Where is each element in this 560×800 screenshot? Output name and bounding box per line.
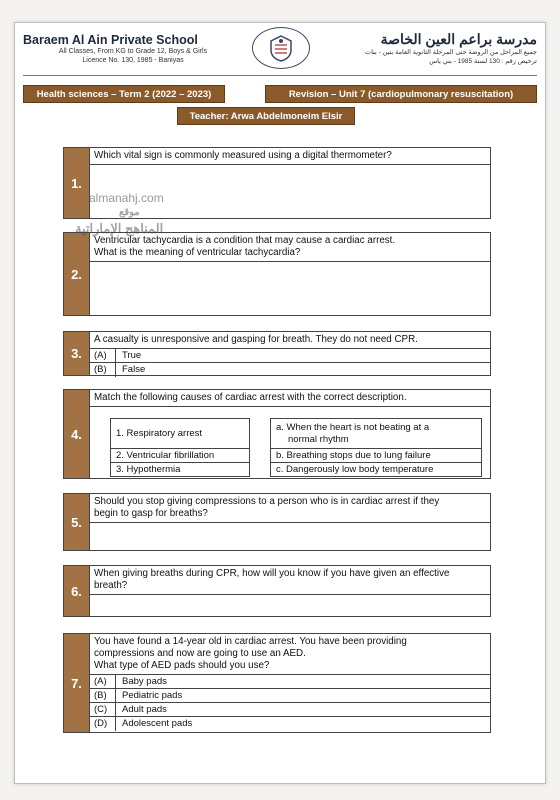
question-6	[63, 565, 491, 617]
option-key: (A)	[90, 675, 116, 688]
option-key: (C)	[90, 703, 116, 716]
question-text	[90, 634, 490, 675]
school-logo	[252, 27, 310, 69]
option-row[interactable]	[90, 675, 490, 689]
teacher-band: Teacher: Arwa Abdelmoneim Elsir	[177, 107, 355, 125]
school-licence-english: Licence No. 130, 1985 - Baniyas	[82, 57, 184, 64]
school-name-arabic: مدرسة براعم العين الخاصة	[380, 31, 537, 47]
question-line: What is the meaning of ventricular tachycardia?	[94, 247, 301, 258]
question-number: 1.	[64, 148, 90, 218]
question-text: Which vital sign is commonly measured using a digital thermometer?	[90, 148, 490, 165]
question-text	[90, 233, 490, 262]
option-key: (B)	[90, 363, 116, 377]
question-2	[63, 232, 491, 316]
answer-area[interactable]	[90, 523, 490, 551]
question-line: What type of AED pads should you use?	[94, 660, 270, 671]
option-key: (B)	[90, 689, 116, 702]
question-1	[63, 147, 491, 219]
question-text: A casualty is unresponsive and gasping for breath. They do not need CPR.	[90, 332, 490, 349]
question-text	[90, 566, 490, 595]
watermark-arabic-1: موقع	[119, 207, 140, 218]
school-crest-icon	[261, 33, 301, 63]
question-number: 3.	[64, 332, 90, 375]
question-3	[63, 331, 491, 376]
description-line: a. When the heart is not beating at a	[276, 421, 430, 433]
option-row[interactable]	[90, 703, 490, 717]
description-item	[271, 419, 482, 449]
question-number: 2.	[64, 233, 90, 315]
watermark-arabic-2: المناهج الإماراتية	[75, 221, 164, 236]
school-name-english: Baraem Al Ain Private School	[23, 33, 198, 47]
question-text	[90, 494, 490, 523]
cause-item: 2. Ventricular fibrillation	[111, 449, 250, 463]
subject-term-band: Health sciences – Term 2 (2022 – 2023)	[23, 85, 225, 103]
question-line: breath?	[94, 580, 128, 591]
option-label: Adolescent pads	[122, 718, 193, 729]
option-key: (A)	[90, 349, 116, 362]
school-classes-english: All Classes, From KG to Grade 12, Boys & Girls	[58, 48, 208, 55]
question-line: Ventricular tachycardia is a condition that may cause a cardiac arrest.	[94, 235, 396, 246]
option-row[interactable]	[90, 363, 490, 377]
cause-item: 1. Respiratory arrest	[111, 419, 250, 449]
question-line: begin to gasp for breaths?	[94, 508, 208, 519]
question-line: Should you stop giving compressions to a person who is in cardiac arrest if they	[94, 496, 440, 507]
question-line: When giving breaths during CPR, how will you know if you have given an effective	[94, 568, 450, 579]
option-row[interactable]	[90, 349, 490, 363]
answer-area[interactable]	[90, 595, 490, 617]
question-4	[63, 389, 491, 479]
question-number: 7.	[64, 634, 90, 732]
school-header	[15, 23, 545, 81]
option-key: (D)	[90, 717, 116, 731]
cause-item: 3. Hypothermia	[111, 463, 250, 477]
option-label: Baby pads	[122, 676, 167, 687]
description-item: b. Breathing stops due to lung failure	[271, 449, 482, 463]
school-classes-arabic: جميع المراحل من الروضة حتى المرحلة الثانوية العامة بنين - بنات	[364, 49, 537, 56]
worksheet-page	[14, 22, 546, 784]
descriptions-table	[270, 418, 482, 477]
header-arabic	[317, 31, 537, 66]
description-line: normal rhythm	[288, 433, 349, 445]
question-text: Match the following causes of cardiac arrest with the correct description.	[90, 390, 490, 407]
question-number: 5.	[64, 494, 90, 550]
question-line: compressions and now are going to use an AED.	[94, 648, 306, 659]
school-licence-arabic: ترخيص رقم : 130 لسنة 1985 - بني ياس	[429, 58, 537, 65]
question-line: You have found a 14-year old in cardiac arrest. You have been providing	[94, 636, 407, 647]
unit-band: Revision – Unit 7 (cardiopulmonary resuscitation)	[265, 85, 537, 103]
answer-area[interactable]	[90, 165, 490, 219]
option-label: Pediatric pads	[122, 690, 183, 701]
header-divider	[23, 75, 537, 76]
option-row[interactable]	[90, 717, 490, 731]
causes-table	[110, 418, 250, 477]
option-row[interactable]	[90, 689, 490, 703]
header-english	[23, 33, 243, 65]
question-7	[63, 633, 491, 733]
question-number: 4.	[64, 390, 90, 478]
option-label: Adult pads	[122, 704, 167, 715]
question-number: 6.	[64, 566, 90, 616]
answer-area[interactable]	[90, 262, 490, 316]
watermark-site: almanahj.com	[89, 191, 164, 205]
description-item: c. Dangerously low body temperature	[271, 463, 482, 477]
option-label: True	[122, 350, 142, 361]
question-5	[63, 493, 491, 551]
option-label: False	[122, 364, 146, 375]
